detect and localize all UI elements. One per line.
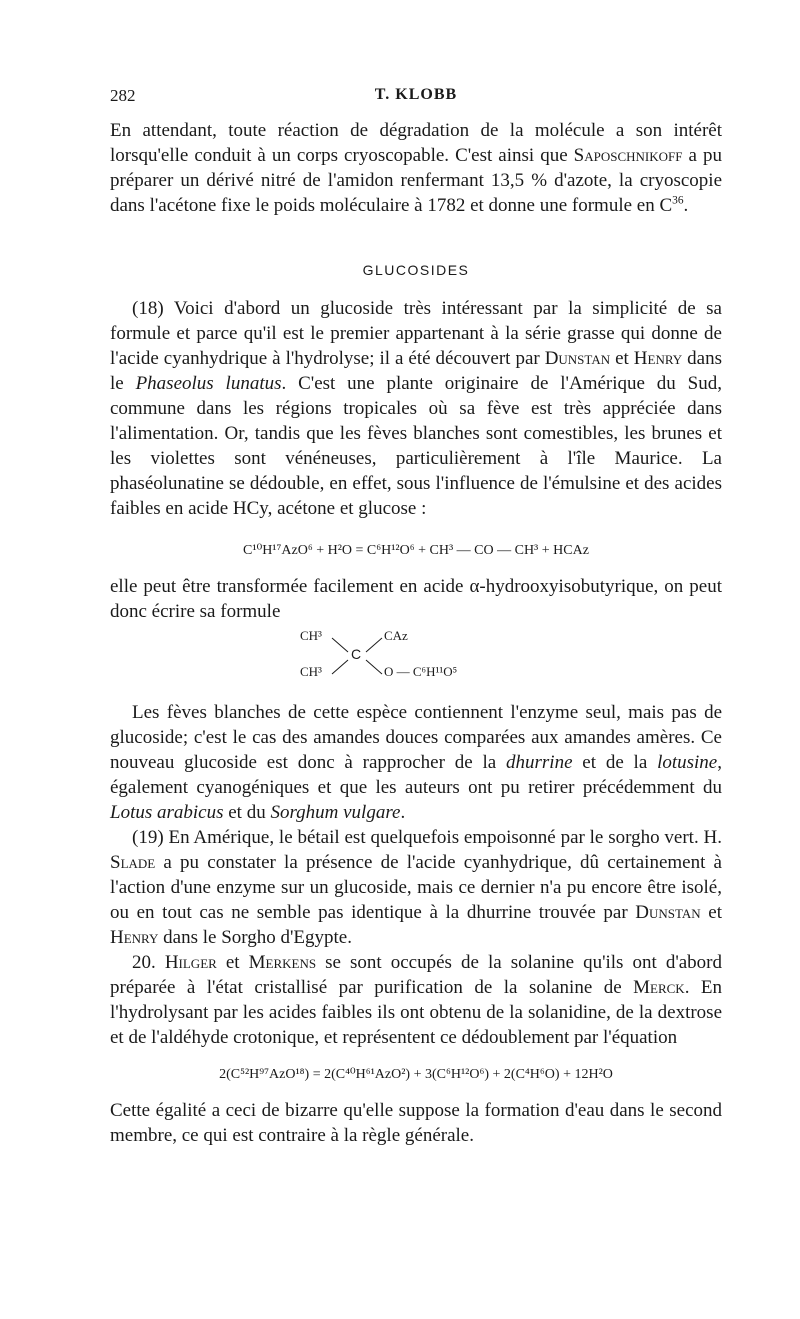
term-dhurrine: dhurrine <box>506 752 573 773</box>
text-run: se sont occupés de la solanine qu'ils ont d'abord préparée à l'état cristallisé par purification de la solanine de <box>110 952 723 998</box>
formula-group-left-bottom: CH³ <box>300 664 322 679</box>
author-merkens: Merkens <box>248 952 317 973</box>
text-run: a pu préparer un dérivé nitré de l'amidon renfermant 13,5 % d'azote, la cryoscopie dans l'acétone fixe le poids moléculaire à 1782 et donne une formule en C <box>110 145 722 216</box>
text-run: . <box>683 195 689 216</box>
text-run: et <box>216 952 249 973</box>
text-run: . <box>400 802 406 823</box>
equation-solanine: 2(C⁵²H⁹⁷AzO¹⁸) = 2(C⁴⁰H⁶¹AzO²) + 3(C⁶H¹²O⁶) + 2(C⁴H⁶O) + 12H²O <box>219 1067 613 1082</box>
running-head <box>110 86 722 110</box>
text-run: dans le <box>110 348 722 394</box>
text-run: et du <box>223 802 271 823</box>
text-run: (19) En Amérique, le bétail est quelquefois empoisonné par le sorgho vert. H. <box>132 827 722 848</box>
text-run: , également cyanogéniques et que les auteurs ont pu retirer précédemment du <box>110 752 722 798</box>
formula-group-right-bottom: O — C⁶H¹¹O⁵ <box>384 664 458 679</box>
superscript: 36 <box>672 194 684 207</box>
author-saposchnikoff: Saposchnikoff <box>573 145 683 166</box>
text-run: a pu constater la présence de l'acide cyanhydrique, dû certainement à l'action d'une enzyme sur un glucoside, mais ce dernier n'a pu encore être isolé, ou en tout cas ne semble pas identique à la dhurrine trouvée par <box>110 852 722 923</box>
text-run: elle peut être transformée facilement en acide α-hydrooxyisobutyrique, on peut donc écrire sa formule <box>110 576 722 622</box>
text-run: . En l'hydrolysant par les acides faibles ils ont obtenu de la solanidine, de la dextrose et de l'aldéhyde crotonique, et représentent ce dédoublement par l'équation <box>110 977 722 1048</box>
text-run: dans le Sorgho d'Egypte. <box>158 927 352 948</box>
species-lotus: Lotus arabicus <box>110 802 224 823</box>
page-number: 282 <box>110 86 136 105</box>
text-run: En attendant, toute réaction de dégradation de la molécule a son intérêt lorsqu'elle conduit à un corps cryoscopable. C'est ainsi que <box>110 120 722 166</box>
text-run: et <box>700 902 722 923</box>
text-run: (18) Voici d'abord un glucoside très intéressant par la simplicité de sa formule et parce qu'il est le premier appartenant à la série grasse qui donne de l'acide cyanhydrique à l'hydrolyse; il a été découvert par <box>110 298 722 369</box>
author-henry: Henry <box>633 348 683 369</box>
text-run: Cette égalité a ceci de bizarre qu'elle suppose la formation d'eau dans le second membre, ce qui est contraire à la règle générale. <box>110 1100 722 1146</box>
author-henry: Henry <box>110 927 159 948</box>
author-slade: Slade <box>110 852 156 873</box>
text-run: 20. <box>132 952 165 973</box>
text-run: Les fèves blanches de cette espèce contiennent l'enzyme seul, mais pas de glucoside; c'est le cas des amandes douces comparées aux amandes amères. Ce nouveau glucoside est donc à rapprocher de la <box>110 702 722 773</box>
formula-bonds <box>300 624 560 694</box>
structural-formula <box>300 624 560 694</box>
paragraph-transform <box>110 574 722 624</box>
text-run: et de la <box>572 752 658 773</box>
section-title: GLUCOSIDES <box>362 262 470 278</box>
paragraph-final <box>110 1098 722 1148</box>
paragraph-18 <box>110 296 722 521</box>
formula-group-right-top: CAz <box>384 628 408 643</box>
paragraph-intro <box>110 118 722 218</box>
author-dunstan: Dunstan <box>544 348 611 369</box>
term-lotusine: lotusine <box>657 752 718 773</box>
text-run: . C'est une plante originaire de l'Amérique du Sud, commune dans les régions tropicales où sa fève est très appréciée dans l'alimentation. Or, tandis que les fèves blanches sont comestibles, les brunes et les violettes sont vénéneuses, particulièrement à l'île Maurice. La phaséolunatine se dédouble, en effet, sous l'influence de l'émulsine et des acides faibles en acide HCy, acétone et glucose : <box>110 373 722 519</box>
author-dunstan: Dunstan <box>635 902 701 923</box>
formula-group-left-top: CH³ <box>300 628 322 643</box>
equation-hydrolysis: C¹⁰H¹⁷AzO⁶ + H²O = C⁶H¹²O⁶ + CH³ — CO — CH³ + HCAz <box>243 543 589 558</box>
species-sorghum: Sorghum vulgare <box>270 802 401 823</box>
text-run: et <box>610 348 634 369</box>
author-hilger: Hilger <box>164 952 217 973</box>
species-name: Phaseolus lunatus <box>135 373 282 394</box>
formula-central-carbon: C <box>351 646 362 662</box>
author-merck: Merck <box>633 977 685 998</box>
running-title: T. KLOBB <box>374 86 458 103</box>
paragraph-feves <box>110 700 722 1050</box>
